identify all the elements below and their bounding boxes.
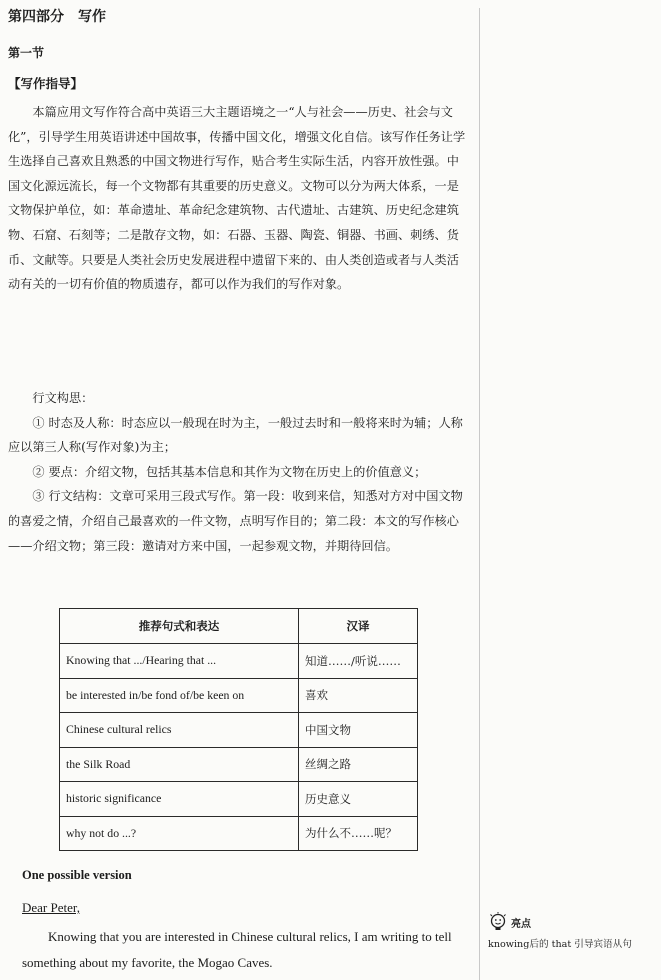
table-header-en: 推荐句式和表达 bbox=[60, 609, 299, 644]
table-header-row bbox=[60, 609, 418, 644]
idea-point-2: ② 要点：介绍文物，包括其基本信息和其作为文物在历史上的价值意义； bbox=[32, 464, 427, 479]
table-cell-zh: 为什么不……呢？ bbox=[299, 816, 418, 851]
guide-intro-block bbox=[8, 100, 470, 297]
table-cell-en: Chinese cultural relics bbox=[60, 713, 299, 748]
table-cell-zh: 中国文物 bbox=[299, 713, 418, 748]
table-cell-zh: 丝绸之路 bbox=[299, 747, 418, 782]
highlight-note bbox=[488, 912, 658, 950]
table-cell-en: historic significance bbox=[60, 782, 299, 817]
sample-title: One possible version bbox=[22, 868, 132, 882]
table-row bbox=[60, 782, 418, 817]
writing-idea-block bbox=[8, 386, 470, 558]
table-cell-zh: 知道……/听说…… bbox=[299, 644, 418, 679]
guide-intro-paragraph: 本篇应用文写作符合高中英语三大主题语境之一“人与社会——历史、社会与文化”，引导学生用英语讲述中国故事，传播中国文化，增强文化自信。该写作任务让学生选择自己喜欢且熟悉的中国文物进行写作，贴合考生实际生活，内容开放性强。中国文化源远流长，每一个文物都有其重要的历史意义。文物可以分为两大体系，一是文物保护单位，如：革命遗址、革命纪念建筑物、古代遗址、古建筑、历史纪念建筑物、石窟、石刻等；二是散存文物，如：石器、玉器、陶瓷、铜器、书画、刺绣、货币、文献等。只要是人类社会历史发展进程中遗留下来的、由人类创造或者与人类活动有关的一切有价值的物质遗存，都可以作为我们的写作对象。 bbox=[8, 105, 466, 292]
sample-salutation: Dear Peter, bbox=[22, 900, 80, 915]
lightbulb-face-icon bbox=[488, 912, 508, 932]
column-divider bbox=[479, 8, 480, 980]
table-cell-en: the Silk Road bbox=[60, 747, 299, 782]
highlight-badge bbox=[488, 912, 658, 932]
table-cell-en: be interested in/be fond of/be keen on bbox=[60, 678, 299, 713]
table-cell-en: Knowing that .../Hearing that ... bbox=[60, 644, 299, 679]
idea-title: 行文构思： bbox=[32, 391, 94, 405]
expression-table bbox=[59, 608, 418, 851]
table-row bbox=[60, 816, 418, 851]
table-row bbox=[60, 678, 418, 713]
table-cell-zh: 历史意义 bbox=[299, 782, 418, 817]
highlight-note-text: knowing后的 that 引导宾语从句 bbox=[488, 939, 632, 950]
table-cell-en: why not do ...? bbox=[60, 816, 299, 851]
section-heading: 第一节 bbox=[8, 46, 45, 60]
idea-point-1: ① 时态及人称：时态应以一般现在时为主，一般过去时和一般将来时为辅；人称应以第三人称(写作对象)为主； bbox=[8, 415, 463, 455]
idea-point-3: ③ 行文结构：文章可采用三段式写作。第一段：收到来信，知悉对方对中国文物的喜爱之情，介绍自己最喜欢的一件文物，点明写作目的；第二段：本文的写作核心——介绍文物；第三段：邀请对方来中国，一起参观文物，并期待回信。 bbox=[8, 489, 463, 553]
part-heading: 第四部分 写作 bbox=[8, 9, 106, 25]
table-row bbox=[60, 644, 418, 679]
table-row bbox=[60, 713, 418, 748]
table-header-zh: 汉译 bbox=[299, 609, 418, 644]
highlight-label: 亮点 bbox=[511, 918, 531, 930]
sample-paragraph-1: Knowing that you are interested in Chinese cultural relics, I am writing to tell something about my favorite, the Mogao Caves. bbox=[22, 929, 452, 970]
table-row bbox=[60, 747, 418, 782]
table-cell-zh: 喜欢 bbox=[299, 678, 418, 713]
guide-heading: 【写作指导】 bbox=[8, 76, 84, 91]
